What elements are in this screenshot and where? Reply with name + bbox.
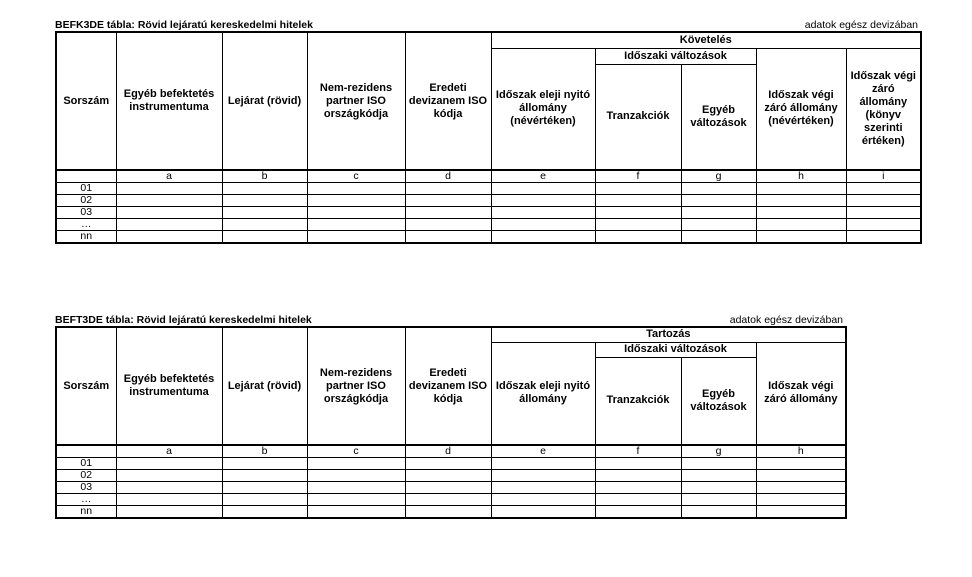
data-cell[interactable] [681,183,756,195]
col-header-partner-iso: Nem-rezidens partner ISO országkódja [307,327,405,445]
col-header-egyeb-befektetes: Egyéb befektetés instrumentuma [116,327,222,445]
table-caption [55,16,920,31]
letter-cell: g [681,170,756,183]
data-cell[interactable] [491,231,595,244]
data-cell[interactable] [491,219,595,231]
data-cell[interactable] [491,207,595,219]
subgroup-header-idoszaki-valtozasok: Időszaki változások [595,342,756,357]
letter-cell: e [491,170,595,183]
data-cell[interactable] [222,482,307,494]
subgroup-header-idoszaki-valtozasok: Időszaki változások [595,48,756,64]
data-cell[interactable] [222,183,307,195]
data-cell[interactable] [681,470,756,482]
col-header-lejarat: Lejárat (rövid) [222,327,307,445]
data-cell[interactable] [595,458,681,470]
data-cell[interactable] [307,494,405,506]
data-cell[interactable] [116,470,222,482]
data-cell[interactable] [307,231,405,244]
letter-cell [56,170,116,183]
group-header-tartozas: Tartozás [491,327,846,342]
data-cell[interactable] [681,458,756,470]
col-header-devizanem: Eredeti devizanem ISO kódja [405,327,491,445]
data-cell[interactable] [595,183,681,195]
data-cell[interactable] [405,506,491,519]
data-cell[interactable] [307,470,405,482]
letter-cell: d [405,170,491,183]
table-befk3de-block [55,16,920,244]
data-cell[interactable] [116,458,222,470]
row-number: 03 [56,482,116,494]
letter-cell: d [405,445,491,458]
letter-cell: b [222,445,307,458]
data-cell[interactable] [116,494,222,506]
data-cell[interactable] [116,195,222,207]
col-header-lejarat: Lejárat (rövid) [222,32,307,170]
data-cell[interactable] [681,231,756,244]
data-cell[interactable] [681,494,756,506]
letter-cell: g [681,445,756,458]
col-header-sorszam: Sorszám [56,32,116,170]
group-header-koveteles: Követelés [491,32,921,48]
letter-cell: c [307,445,405,458]
data-cell[interactable] [491,458,595,470]
data-cell[interactable] [222,494,307,506]
table-row [56,195,921,207]
data-cell[interactable] [595,470,681,482]
table-row [56,231,921,244]
table-row [56,494,846,506]
data-cell[interactable] [491,482,595,494]
col-header-tranzakciok: Tranzakciók [595,357,681,445]
data-cell[interactable] [116,482,222,494]
row-number: 02 [56,470,116,482]
data-cell[interactable] [116,231,222,244]
col-header-egyeb-valtozasok: Egyéb változások [681,357,756,445]
data-cell[interactable] [405,207,491,219]
row-number: … [56,219,116,231]
letter-cell: h [756,445,846,458]
data-cell[interactable] [595,506,681,519]
data-cell[interactable] [116,506,222,519]
table-row [56,506,846,519]
table-title: BEFT3DE tábla: Rövid lejáratú kereskedelmi hitelek [55,314,312,326]
data-cell[interactable] [681,219,756,231]
data-cell[interactable] [756,470,846,482]
data-cell[interactable] [222,470,307,482]
data-cell[interactable] [846,183,921,195]
data-cell[interactable] [222,506,307,519]
data-cell[interactable] [307,506,405,519]
row-number: 01 [56,458,116,470]
col-header-zaro: Időszak végi záró állomány (névértéken) [756,48,846,170]
data-cell[interactable] [595,195,681,207]
data-cell[interactable] [307,195,405,207]
row-number: 03 [56,207,116,219]
data-cell[interactable] [116,207,222,219]
data-cell[interactable] [491,183,595,195]
letter-cell [56,445,116,458]
data-cell[interactable] [756,195,846,207]
table-unit-note: adatok egész devizában [804,19,918,31]
letter-cell: f [595,170,681,183]
data-cell[interactable] [595,207,681,219]
data-cell[interactable] [491,195,595,207]
col-header-nyito: Időszak eleji nyitó állomány (névértéken) [491,48,595,170]
col-header-nyito: Időszak eleji nyitó állomány [491,342,595,445]
data-cell[interactable] [405,183,491,195]
col-header-zaro-konyv: Időszak végi záró állomány (könyv szerinti értéken) [846,48,921,170]
letter-cell: a [116,445,222,458]
table-unit-note: adatok egész devizában [729,314,843,326]
table-befk3de [55,31,922,244]
letter-cell: c [307,170,405,183]
data-cell[interactable] [116,219,222,231]
data-cell[interactable] [681,482,756,494]
data-cell[interactable] [756,207,846,219]
data-cell[interactable] [756,219,846,231]
row-number: 01 [56,183,116,195]
data-cell[interactable] [307,458,405,470]
letter-cell: a [116,170,222,183]
data-cell[interactable] [846,219,921,231]
table-beft3de [55,326,847,519]
table-row [56,458,846,470]
data-cell[interactable] [846,231,921,244]
col-header-devizanem: Eredeti devizanem ISO kódja [405,32,491,170]
data-cell[interactable] [595,494,681,506]
data-cell[interactable] [595,482,681,494]
data-cell[interactable] [681,195,756,207]
data-cell[interactable] [681,506,756,519]
data-cell[interactable] [595,231,681,244]
data-cell[interactable] [307,482,405,494]
table-row [56,482,846,494]
row-number: 02 [56,195,116,207]
data-cell[interactable] [846,195,921,207]
table-title: BEFK3DE tábla: Rövid lejáratú kereskedelmi hitelek [55,19,313,31]
data-cell[interactable] [222,219,307,231]
data-cell[interactable] [491,494,595,506]
letter-cell: f [595,445,681,458]
row-number: nn [56,231,116,244]
data-cell[interactable] [405,195,491,207]
col-header-sorszam: Sorszám [56,327,116,445]
data-cell[interactable] [405,494,491,506]
data-cell[interactable] [116,183,222,195]
col-header-partner-iso: Nem-rezidens partner ISO országkódja [307,32,405,170]
data-cell[interactable] [756,482,846,494]
row-number: nn [56,506,116,519]
data-cell[interactable] [491,470,595,482]
data-cell[interactable] [405,458,491,470]
data-cell[interactable] [595,219,681,231]
data-cell[interactable] [405,219,491,231]
col-header-egyeb-valtozasok: Egyéb változások [681,64,756,170]
data-cell[interactable] [405,231,491,244]
data-cell[interactable] [846,207,921,219]
col-header-tranzakciok: Tranzakciók [595,64,681,170]
table-caption [55,311,845,326]
table-row [56,470,846,482]
col-header-zaro: Időszak végi záró állomány [756,342,846,445]
data-cell[interactable] [756,458,846,470]
data-cell[interactable] [307,207,405,219]
data-cell[interactable] [222,207,307,219]
row-number: … [56,494,116,506]
data-cell[interactable] [756,494,846,506]
data-cell[interactable] [756,183,846,195]
table-beft3de-block [55,311,845,519]
table-row [56,207,921,219]
table-row [56,183,921,195]
col-header-egyeb-befektetes: Egyéb befektetés instrumentuma [116,32,222,170]
data-cell[interactable] [756,506,846,519]
data-cell[interactable] [307,183,405,195]
data-cell[interactable] [222,231,307,244]
letter-cell: i [846,170,921,183]
letter-cell: b [222,170,307,183]
data-cell[interactable] [491,506,595,519]
data-cell[interactable] [222,458,307,470]
data-cell[interactable] [681,207,756,219]
table-row [56,219,921,231]
data-cell[interactable] [307,219,405,231]
letter-cell: e [491,445,595,458]
letter-cell: h [756,170,846,183]
data-cell[interactable] [405,482,491,494]
data-cell[interactable] [756,231,846,244]
data-cell[interactable] [222,195,307,207]
data-cell[interactable] [405,470,491,482]
